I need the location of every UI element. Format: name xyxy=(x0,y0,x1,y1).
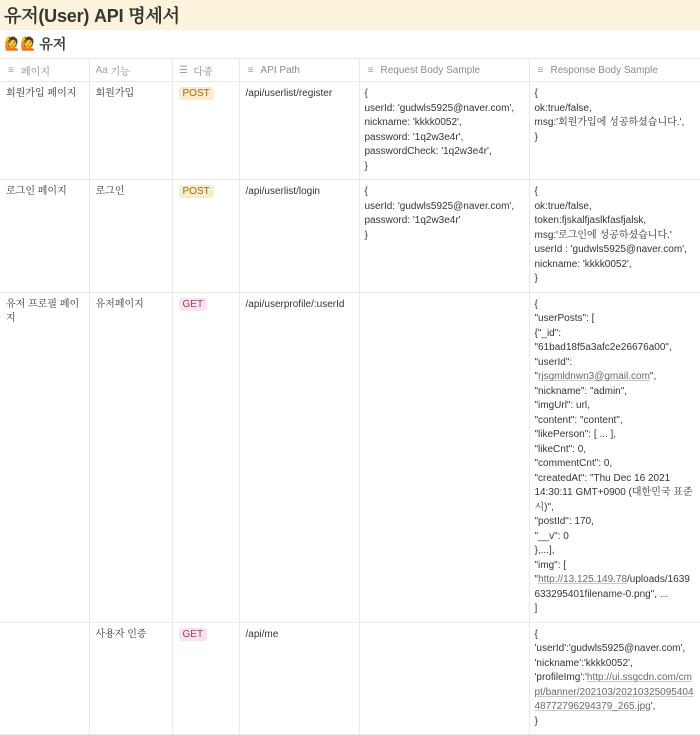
title-bar xyxy=(0,0,700,30)
response-body-cell[interactable] xyxy=(529,82,700,180)
section-heading xyxy=(0,30,700,58)
method-badge: POST xyxy=(179,87,214,100)
request-body-cell[interactable] xyxy=(359,180,529,293)
feature-text: 로그인 xyxy=(95,186,125,197)
method-badge: GET xyxy=(179,298,208,311)
raising-hands-emoji-icon: 🙋🙋 xyxy=(4,36,37,51)
method-cell[interactable] xyxy=(172,180,239,293)
response-body-text: { ok:true/false, msg:'회원가입에 성공하셨습니다.', } xyxy=(534,88,685,143)
feature-cell[interactable] xyxy=(89,82,172,180)
request-body-cell[interactable] xyxy=(359,292,529,622)
response-link[interactable]: http://13.125.149.78 xyxy=(538,574,628,585)
feature-cell[interactable] xyxy=(89,292,172,622)
page-text: 회원가입 페이지 xyxy=(6,88,77,99)
api-path-cell[interactable] xyxy=(239,292,359,622)
feature-text: 유저페이지 xyxy=(95,298,144,310)
method-cell[interactable] xyxy=(172,292,239,622)
method-badge: POST xyxy=(179,185,214,198)
api-path-text: /api/me xyxy=(245,628,279,640)
response-body-cell[interactable] xyxy=(529,292,700,622)
page-text: 유저 프로필 페이지 xyxy=(6,298,80,324)
page-title: 유저(User) API 명세서 xyxy=(4,6,180,26)
column-header[interactable] xyxy=(172,59,239,82)
table-row xyxy=(0,82,700,180)
column-header-label: Request Body Sample xyxy=(380,64,481,76)
response-body-text: { "userPosts": [ {"_id": "61bad18f5a3afc2e26676a00", "userId": " xyxy=(534,298,672,382)
response-link[interactable]: rjsgmldnwn3@gmail.com xyxy=(538,371,650,382)
feature-text: 사용자 인증 xyxy=(95,628,147,640)
title-property-icon: Aa xyxy=(95,64,108,76)
text-property-icon: ≡ xyxy=(8,64,14,76)
table-row xyxy=(0,292,700,622)
page-cell[interactable] xyxy=(0,180,89,293)
method-cell[interactable] xyxy=(172,82,239,180)
column-header-label: 기능 xyxy=(110,66,130,78)
request-body-text: { userId: 'gudwls5925@naver.com', nickname: 'kkkk0052', password: '1q2w3e4r', passwordCheck: '1q2w3e4r', } xyxy=(364,88,515,172)
select-property-icon: ☰ xyxy=(179,64,188,76)
api-path-text: /api/userlist/login xyxy=(245,186,320,197)
column-header[interactable] xyxy=(89,59,172,82)
api-spec-table xyxy=(0,58,700,735)
request-body-text: { userId: 'gudwls5925@naver.com', password: '1q2w3e4r' } xyxy=(364,186,515,241)
column-header[interactable] xyxy=(239,59,359,82)
api-path-text: /api/userprofile/:userId xyxy=(245,298,345,310)
text-property-icon: ≡ xyxy=(367,64,374,76)
method-badge: GET xyxy=(179,628,208,641)
table-row xyxy=(0,180,700,293)
page-cell[interactable] xyxy=(0,292,89,622)
feature-text: 회원가입 xyxy=(95,88,135,99)
response-body-text: /uploads/1639633295401filename-0.png", ... ] xyxy=(534,574,690,614)
column-header-label: Response Body Sample xyxy=(550,64,658,76)
feature-cell[interactable] xyxy=(89,180,172,293)
response-body-text: ", "nickname": "admin", "imgUrl": url, "content": "content", "likePerson": [ ... ], "likeCnt": 0, "commentCnt": 0, "createdAt": "Thu Dec 16 2021 14:30:11 GMT+0900 (대한민국 표준시)", "postId": 170, "__v": 0 },...], "img": [ " xyxy=(534,371,693,585)
column-header-label: 다중 xyxy=(193,66,213,78)
api-path-text: /api/userlist/register xyxy=(245,88,333,99)
column-header[interactable] xyxy=(0,59,89,82)
request-body-cell[interactable] xyxy=(359,82,529,180)
api-path-cell[interactable] xyxy=(239,180,359,293)
text-property-icon: ≡ xyxy=(247,64,254,76)
response-body-text: ', } xyxy=(534,701,656,727)
column-header[interactable] xyxy=(529,59,700,82)
page-text: 로그인 페이지 xyxy=(6,186,67,197)
api-path-cell[interactable] xyxy=(239,82,359,180)
response-body-cell[interactable] xyxy=(529,180,700,293)
table-header-row xyxy=(0,59,700,82)
response-body-text: { ok:true/false, token:fjskalfjaslkfasfjalsk, msg:'로그인에 성공하셨습니다.' userId : 'gudwls5925@naver.com', nickname: 'kkkk0052', } xyxy=(534,186,687,284)
response-link[interactable]: http://ui.ssgcdn.com/cmpt/banner/202103/2021032509540448772796294379_265.jpg xyxy=(534,672,694,712)
column-header-label: 페이지 xyxy=(21,66,50,78)
table-body xyxy=(0,82,700,735)
response-body-text: { 'userId':'gudwls5925@naver.com', 'nickname':'kkkk0052', 'profileImg':' xyxy=(534,628,686,683)
page-cell[interactable] xyxy=(0,82,89,180)
text-property-icon: ≡ xyxy=(537,64,544,76)
column-header-label: API Path xyxy=(260,64,300,76)
section-title: 유저 xyxy=(39,36,67,52)
column-header[interactable] xyxy=(359,59,529,82)
